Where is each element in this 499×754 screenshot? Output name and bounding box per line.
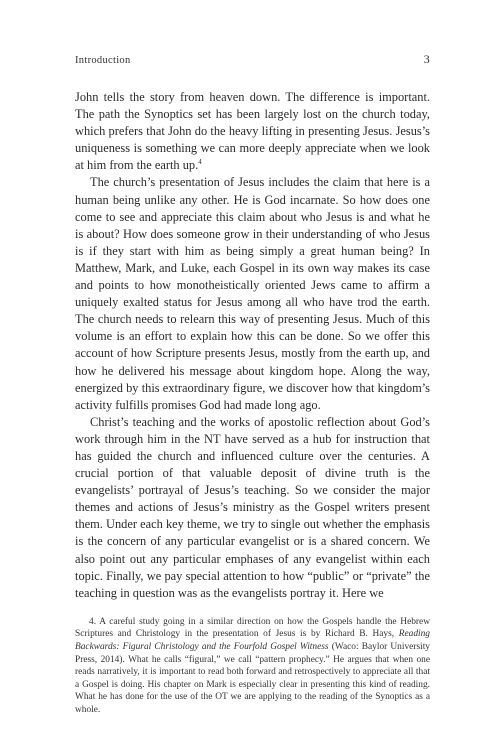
paragraph-1	[75, 89, 430, 174]
footnotes	[75, 616, 430, 717]
page-number: 3	[423, 52, 430, 66]
paragraph-2: The church’s presentation of Jesus includes the claim that here is a human being unlike any other. He is God incarnate. So how does one come to see and appreciate this claim about who Jesus is and what he is about? How does someone grow in their understanding of who Jesus is if they start with him as being simply a great human being? In Matthew, Mark, and Luke, each Gospel in its own way makes its case and points to how monotheistically oriented Jews came to affirm a uniquely exalted status for Jesus among all who have trod the earth. The church needs to relearn this way of presenting Jesus. Much of this volume is an effort to explain how this can be done. So we offer this account of how Scripture presents Jesus, mostly from the earth up, and how he delivered his message about kingdom hope. Along the way, energized by this extraordinary figure, we discover how that kingdom’s activity fulfills promises God had made long ago.	[75, 175, 430, 412]
book-page	[75, 52, 430, 717]
footnote-reference[interactable]: 4	[198, 158, 202, 167]
footnote-4-lead: 4. A careful study going in a similar direction on how the Gospels handle the Hebrew Scriptures and Christology in the presentation of Jesus is by Richard B. Hays,	[75, 616, 430, 640]
footnote-4	[75, 616, 430, 717]
paragraph-1-text: John tells the story from heaven down. The difference is important. The path the Synoptics set has been largely lost on the church today, which prefers that John do the heavy lifting in presenting Jesus. Jesus’s uniqueness is something we can more deeply appreciate when we look at him from the earth up.	[75, 90, 430, 173]
footnote-4-book-title: Reading Backwards: Figural Christology and the Fourfold Gospel Witness	[75, 629, 430, 652]
running-head	[75, 52, 430, 67]
paragraph-3: Christ’s teaching and the works of apostolic reflection about God’s work through him in the NT have served as a hub for instruction that has guided the church and influenced culture over the centuries. A crucial portion of that valuable deposit of divine truth is the evangelists’ portrayal of Jesus’s teaching. So we consider the major themes and actions of Jesus’s ministry as the Gospel writers present them. Under each key theme, we try to single out whether the emphasis is the concern of any particular evangelist or is a shared concern. We also point out any particular emphases of any evangelist within each topic. Finally, we pay special attention to how “public” or “private” the teaching in question was as the evangelists portray it. Here we	[75, 414, 430, 600]
body-text	[75, 89, 430, 602]
footnote-4-rest: (Waco: Baylor University Press, 2014). What he calls “figural,” we call “pattern prophecy.” He argues that when one reads narratively, it is important to read both forward and retrospectively to appreciate all that a Gospel is doing. His chapter on Mark is especially clear in presenting this kind of reading. What he has done for the use of the OT we are applying to the reading of the Synoptics as a whole.	[75, 642, 430, 715]
chapter-title: Introduction	[75, 55, 131, 66]
